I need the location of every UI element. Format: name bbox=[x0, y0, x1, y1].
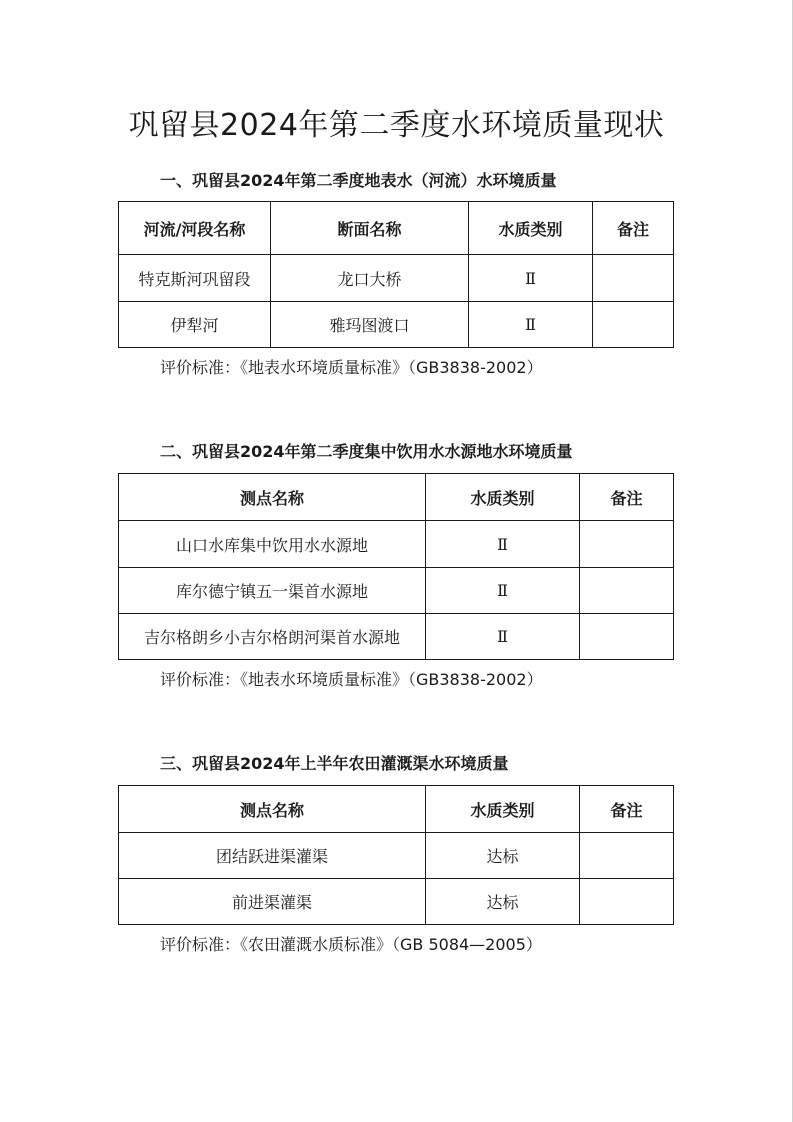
site-name-cell: 山口水库集中饮用水水源地 bbox=[119, 521, 426, 568]
remark-cell bbox=[580, 879, 674, 925]
remark-cell bbox=[580, 521, 674, 568]
surface-water-table bbox=[118, 201, 674, 348]
table-row bbox=[119, 521, 674, 568]
drinking-water-table bbox=[118, 473, 674, 660]
table-row bbox=[119, 614, 674, 660]
column-header: 备注 bbox=[593, 202, 674, 255]
section-name-cell: 雅玛图渡口 bbox=[271, 302, 469, 348]
column-header: 备注 bbox=[580, 474, 674, 521]
column-header: 水质类别 bbox=[469, 202, 593, 255]
section-3-heading: 三、巩留县2024年上半年农田灌溉渠水环境质量 bbox=[160, 754, 509, 773]
column-header: 河流/河段名称 bbox=[119, 202, 271, 255]
table-row bbox=[119, 568, 674, 614]
table-header-row bbox=[119, 202, 674, 255]
remark-cell bbox=[593, 255, 674, 302]
remark-cell bbox=[580, 833, 674, 879]
remark-cell bbox=[580, 614, 674, 660]
water-grade-cell: Ⅱ bbox=[426, 614, 580, 660]
page-title: 巩留县2024年第二季度水环境质量现状 bbox=[128, 108, 665, 143]
table-row bbox=[119, 879, 674, 925]
water-grade-cell: 达标 bbox=[426, 879, 580, 925]
table-header-row bbox=[119, 474, 674, 521]
column-header: 断面名称 bbox=[271, 202, 469, 255]
river-name-cell: 伊犁河 bbox=[119, 302, 271, 348]
site-name-cell: 库尔德宁镇五一渠首水源地 bbox=[119, 568, 426, 614]
remark-cell bbox=[580, 568, 674, 614]
section-2-standard-note: 评价标准：《地表水环境质量标准》（GB3838-2002） bbox=[160, 670, 543, 689]
table-row bbox=[119, 833, 674, 879]
section-1-heading: 一、巩留县2024年第二季度地表水（河流）水环境质量 bbox=[160, 171, 557, 190]
water-grade-cell: Ⅱ bbox=[469, 302, 593, 348]
column-header: 备注 bbox=[580, 786, 674, 833]
column-header: 测点名称 bbox=[119, 786, 426, 833]
water-grade-cell: Ⅱ bbox=[426, 568, 580, 614]
irrigation-water-table bbox=[118, 785, 674, 925]
water-grade-cell: Ⅱ bbox=[469, 255, 593, 302]
table-row bbox=[119, 255, 674, 302]
river-name-cell: 特克斯河巩留段 bbox=[119, 255, 271, 302]
column-header: 测点名称 bbox=[119, 474, 426, 521]
section-1-standard-note: 评价标准：《地表水环境质量标准》（GB3838-2002） bbox=[160, 358, 543, 377]
section-2-heading: 二、巩留县2024年第二季度集中饮用水水源地水环境质量 bbox=[160, 442, 573, 461]
remark-cell bbox=[593, 302, 674, 348]
section-3-standard-note: 评价标准：《农田灌溉水质标准》（GB 5084—2005） bbox=[160, 935, 542, 954]
site-name-cell: 吉尔格朗乡小吉尔格朗河渠首水源地 bbox=[119, 614, 426, 660]
site-name-cell: 团结跃进渠灌渠 bbox=[119, 833, 426, 879]
table-header-row bbox=[119, 786, 674, 833]
water-grade-cell: Ⅱ bbox=[426, 521, 580, 568]
water-grade-cell: 达标 bbox=[426, 833, 580, 879]
site-name-cell: 前进渠灌渠 bbox=[119, 879, 426, 925]
table-row bbox=[119, 302, 674, 348]
section-name-cell: 龙口大桥 bbox=[271, 255, 469, 302]
column-header: 水质类别 bbox=[426, 786, 580, 833]
column-header: 水质类别 bbox=[426, 474, 580, 521]
